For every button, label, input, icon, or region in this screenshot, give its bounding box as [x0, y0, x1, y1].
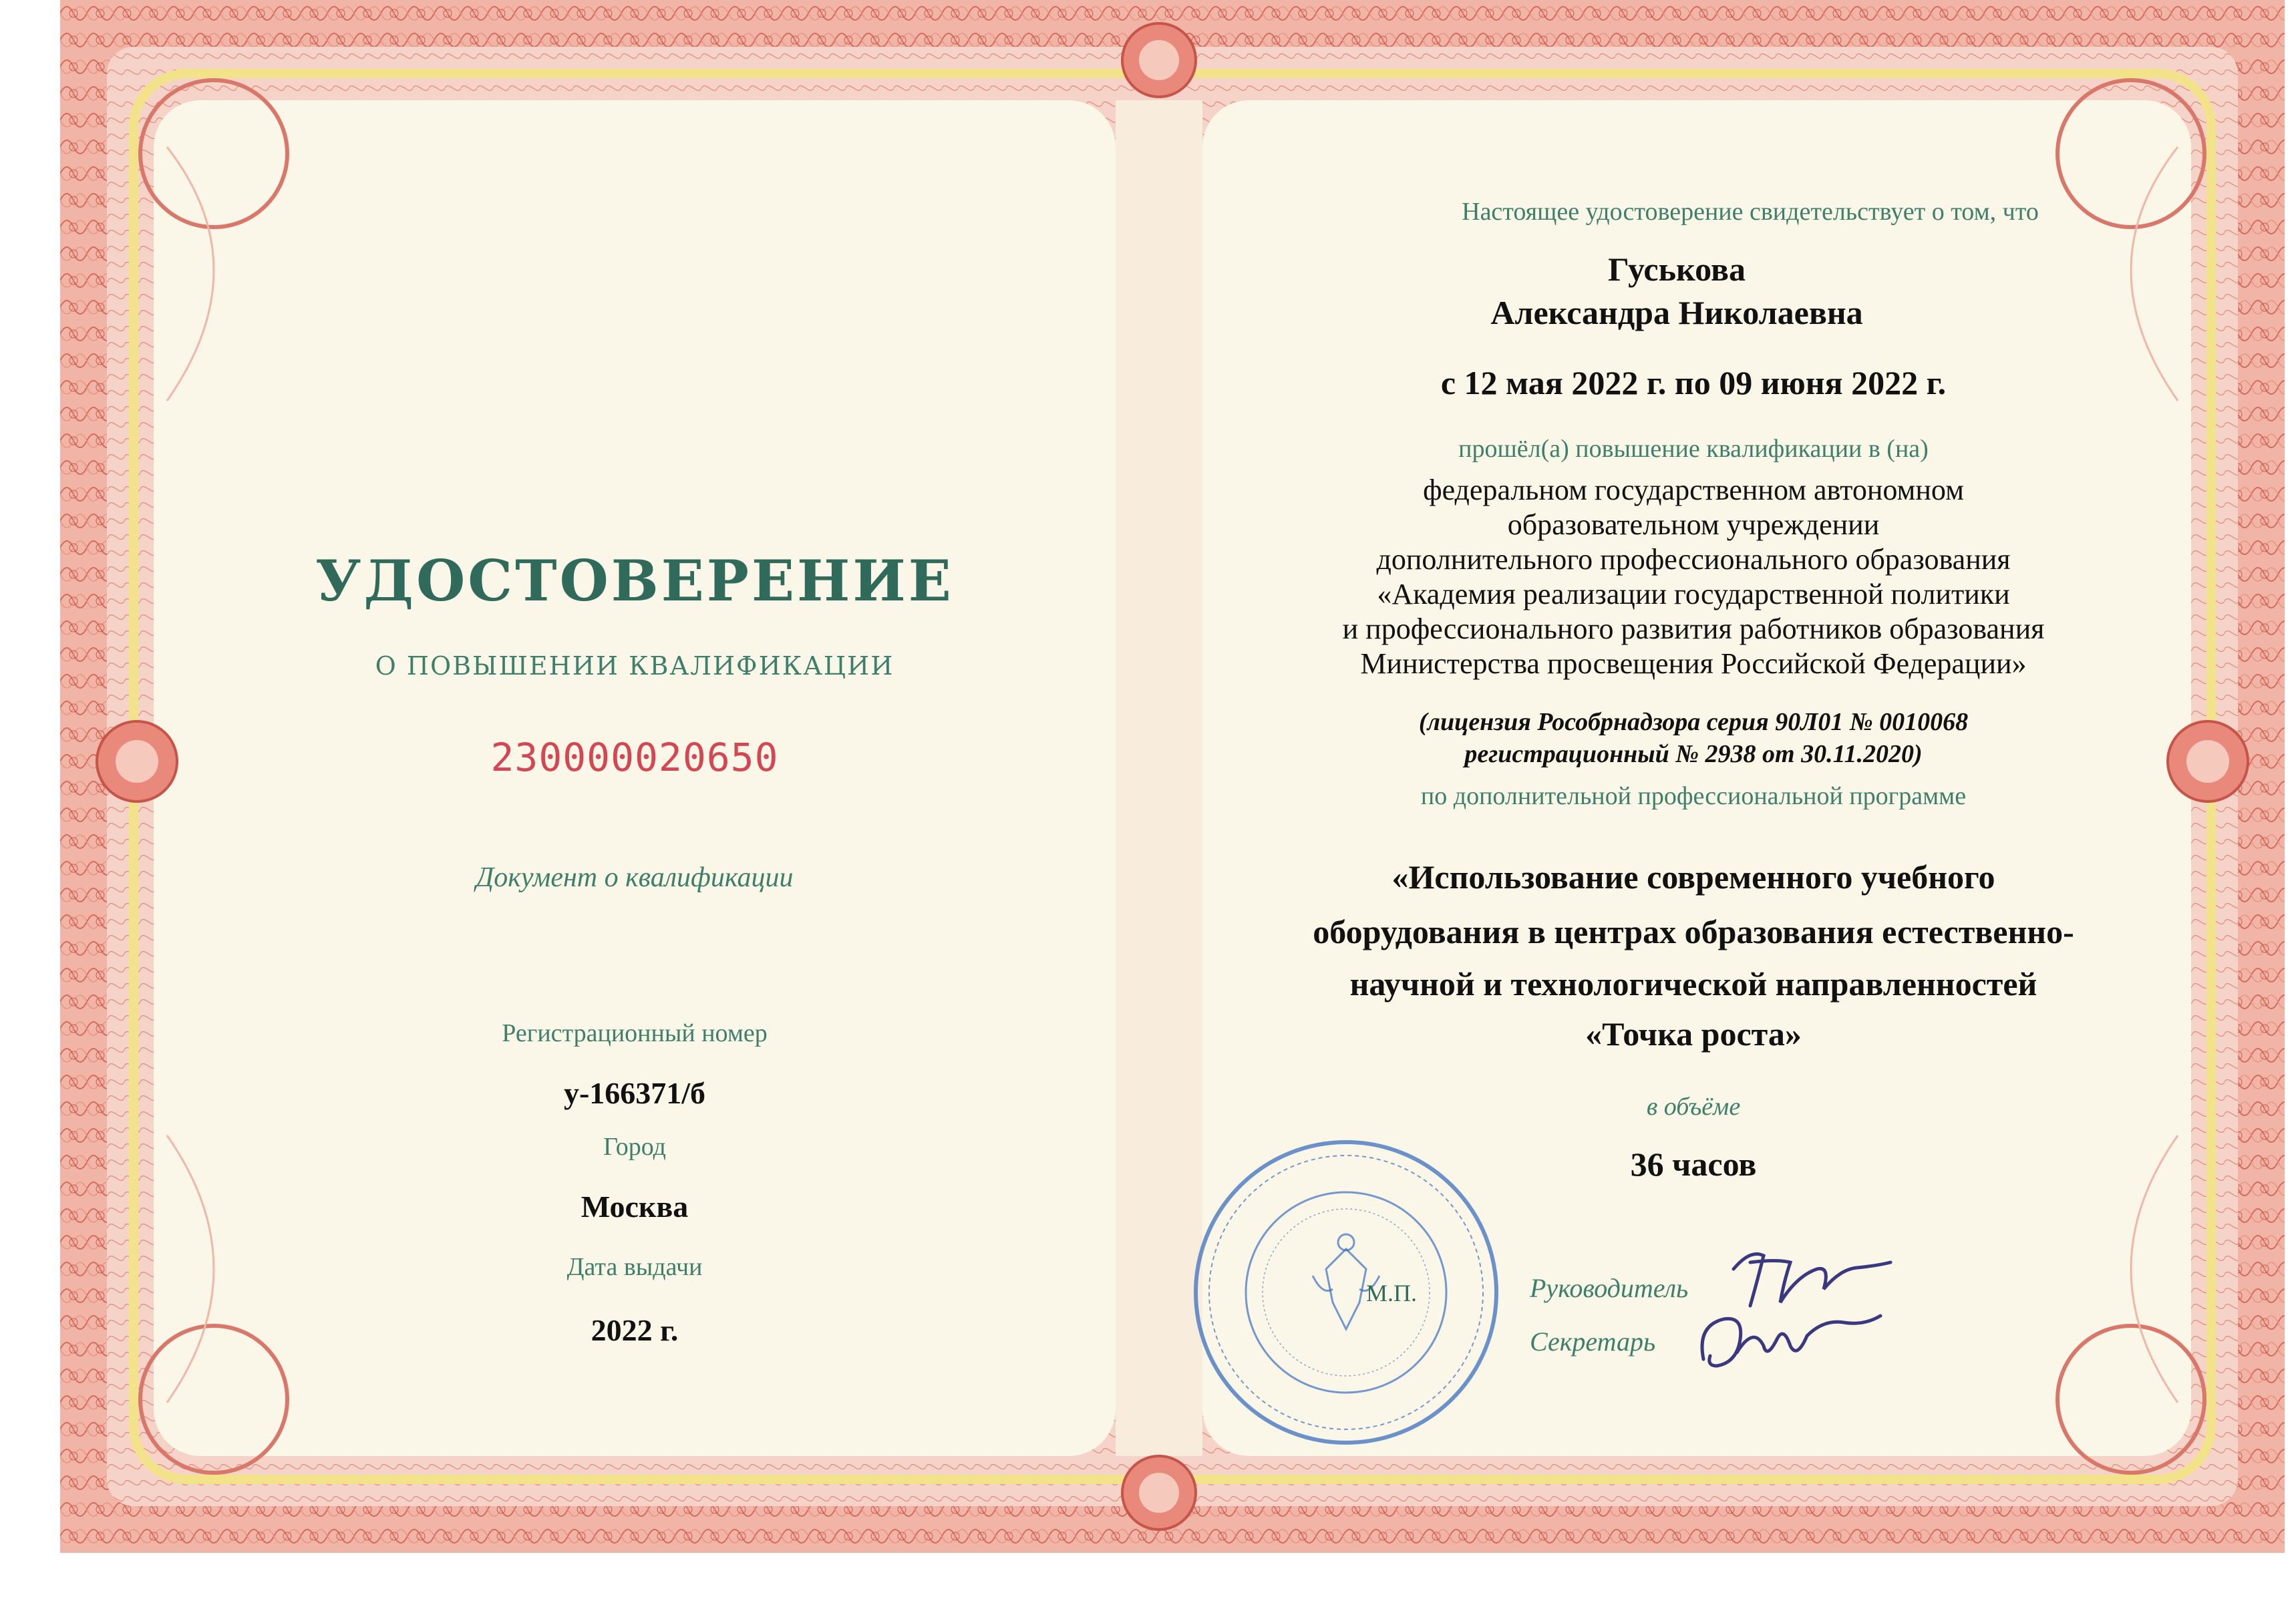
reg-number-value: у-166371/б — [563, 1076, 706, 1110]
license-line: регистрационный № 2938 от 30.11.2020) — [1464, 740, 1923, 768]
institution-line: дополнительного профессионального образования — [1376, 543, 2011, 576]
document-type: Документ о квалификации — [476, 862, 794, 893]
issue-date-label: Дата выдачи — [566, 1253, 703, 1281]
issue-date-value: 2022 г. — [591, 1313, 679, 1347]
passed-label: прошёл(а) повышение квалификации в (на) — [1458, 435, 1929, 463]
stamp-place-label: М.П. — [1366, 1280, 1418, 1306]
serial-number: 230000020650 — [490, 735, 779, 780]
certificate-sheet — [60, 0, 2285, 1553]
secretary-signature-label: Секретарь — [1530, 1326, 1656, 1357]
holder-given-names: Александра Николаевна — [1490, 294, 1863, 331]
training-period: с 12 мая 2022 г. по 09 июня 2022 г. — [1440, 364, 1947, 401]
institution-line: Министерства просвещения Российской Федерации» — [1360, 647, 2027, 680]
program-title-line: научной и технологической направленностей — [1349, 965, 2037, 1003]
program-title-line: оборудования в центрах образования естественно- — [1313, 913, 2074, 950]
volume-value: 36 часов — [1630, 1145, 1757, 1183]
city-value: Москва — [581, 1190, 689, 1224]
volume-label: в объёме — [1646, 1093, 1741, 1121]
program-title-line: «Использование современного учебного — [1391, 858, 1995, 896]
official-seal-icon — [1189, 1135, 1503, 1449]
reg-number-label: Регистрационный номер — [502, 1019, 768, 1047]
license-line: (лицензия Рособрнадзора серия 90Л01 № 0010068 — [1418, 708, 1969, 736]
holder-surname: Гуськова — [1608, 250, 1746, 288]
program-label: по дополнительной профессиональной программе — [1420, 782, 1967, 810]
city-label: Город — [603, 1133, 666, 1161]
institution-line: «Академия реализации государственной политики — [1377, 578, 2010, 610]
institution-line: и профессионального развития работников образования — [1342, 612, 2045, 645]
certificate-title: УДОСТОВЕРЕНИЕ — [315, 548, 954, 614]
intro-text: Настоящее удостоверение свидетельствует о том, что — [1462, 198, 2039, 226]
head-signature-label: Руководитель — [1530, 1273, 1689, 1303]
secretary-signature-icon — [1690, 1299, 1891, 1379]
institution-line: образовательном учреждении — [1507, 508, 1880, 541]
program-title-line: «Точка роста» — [1585, 1015, 1802, 1053]
certificate-subtitle: О ПОВЫШЕНИИ КВАЛИФИКАЦИИ — [375, 651, 894, 681]
institution-line: федеральном государственном автономном — [1423, 474, 1964, 506]
